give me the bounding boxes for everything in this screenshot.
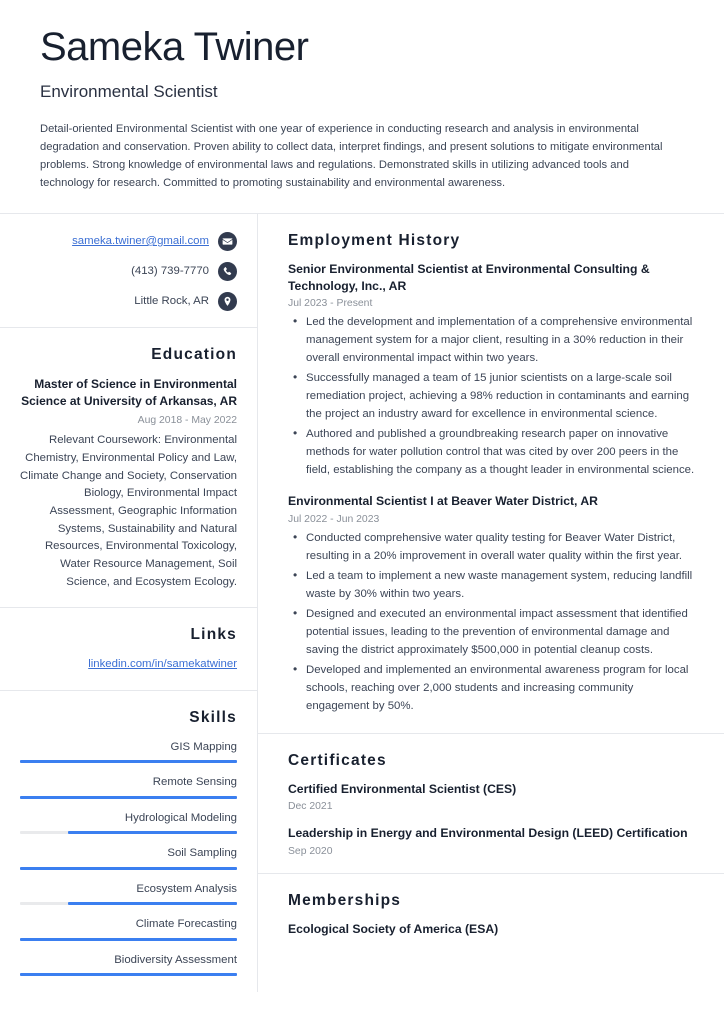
job-title-subtitle: Environmental Scientist <box>40 82 218 101</box>
skill-bar-track <box>20 760 237 763</box>
education-entry <box>20 376 237 592</box>
certificates-heading: Certificates <box>288 751 387 769</box>
skill-bar-fill <box>68 902 237 905</box>
resume-header <box>0 0 724 193</box>
skills-heading: Skills <box>189 708 237 726</box>
email-value[interactable]: sameka.twiner@gmail.com <box>72 235 209 248</box>
education-title: Master of Science in Environmental Science at University of Arkansas, AR <box>21 376 237 408</box>
location-pin-icon <box>218 292 237 311</box>
skill-bar-fill <box>20 973 237 976</box>
certificate-date: Dec 2021 <box>288 801 333 813</box>
skill-label: Remote Sensing <box>152 776 237 789</box>
skill-bar-track <box>20 973 237 976</box>
certificate-date: Sep 2020 <box>288 845 333 857</box>
job-entry <box>288 493 698 714</box>
education-section <box>0 327 257 608</box>
skill-bar-track <box>20 867 237 870</box>
job-bullet: • Led the development and implementation of a comprehensive environmental management system for a major client, resulting in a 30% reduction in their overall environmental impact within two years. <box>288 313 698 367</box>
skill-label: Hydrological Modeling <box>124 811 237 824</box>
certificate-entry <box>288 781 698 812</box>
job-bullet: • Designed and executed an environmental impact assessment that identified potential issues, leading to the prevention of environmental damage and saving the district approximately $500,000 in potential cleanup costs. <box>288 605 698 659</box>
education-date: Aug 2018 - May 2022 <box>137 415 237 427</box>
certificate-entry <box>288 825 698 856</box>
job-entry <box>288 261 698 480</box>
skill-item <box>20 916 237 941</box>
skill-item <box>20 739 237 764</box>
skill-bar-track <box>20 938 237 941</box>
location-value: Little Rock, AR <box>134 295 209 308</box>
skill-label: Climate Forecasting <box>135 918 237 931</box>
education-description: Relevant Coursework: Environmental Chemistry, Environmental Policy and Law, Climate Change and Society, Conservation Biology, Environmental Impact Assessment, Geographic Information Systems, Sustainability and Natural Resources, Environmental Toxicology, Water Resource Management, Soil Science, and Ecosystem Ecology. <box>20 434 237 588</box>
sidebar <box>0 214 258 993</box>
skill-item <box>20 810 237 835</box>
skill-bar-fill <box>20 796 237 799</box>
skill-item <box>20 952 237 977</box>
skill-label: Soil Sampling <box>167 847 237 860</box>
phone-value: (413) 739-7770 <box>131 265 209 278</box>
education-heading: Education <box>151 345 237 363</box>
job-entry-date: Jul 2022 - Jun 2023 <box>288 513 380 525</box>
membership-name: Ecological Society of America (ESA) <box>288 921 499 936</box>
job-bullet: • Authored and published a groundbreaking research paper on innovative methods for water pollution control that was cited by over 200 peers in the field, establishing the company as a thought leader in environmental science. <box>288 425 698 479</box>
memberships-heading: Memberships <box>288 891 402 909</box>
skill-item <box>20 774 237 799</box>
skill-label: Ecosystem Analysis <box>136 882 237 895</box>
skill-bar-track <box>20 831 237 834</box>
skill-label: Biodiversity Assessment <box>114 953 237 966</box>
contact-row-email[interactable] <box>20 232 237 251</box>
certificates-section <box>258 733 724 873</box>
skill-bar-fill <box>20 938 237 941</box>
phone-icon <box>218 262 237 281</box>
skill-label: GIS Mapping <box>170 740 237 753</box>
contact-row-phone[interactable] <box>20 262 237 281</box>
skills-section <box>0 690 257 993</box>
envelope-icon <box>218 232 237 251</box>
memberships-section <box>258 873 724 954</box>
employment-history-section <box>258 214 724 733</box>
contact-row-location <box>20 292 237 311</box>
skill-bar-fill <box>20 760 237 763</box>
links-section <box>0 607 257 689</box>
job-entry-title: Senior Environmental Scientist at Environmental Consulting & Technology, Inc., AR <box>288 261 650 293</box>
job-entry-date: Jul 2023 - Present <box>288 298 373 310</box>
job-bullet: • Conducted comprehensive water quality testing for Beaver Water District, resulting in a 20% improvement in overall water quality within the first year. <box>288 529 698 565</box>
job-bullet: • Led a team to implement a new waste management system, reducing landfill waste by 30% within two years. <box>288 567 698 603</box>
resume-body <box>0 214 724 993</box>
certificate-name: Leadership in Energy and Environmental Design (LEED) Certification <box>288 826 688 841</box>
skill-item <box>20 881 237 906</box>
contact-section <box>0 214 257 327</box>
skill-bar-track <box>20 902 237 905</box>
header-spacer <box>0 193 724 213</box>
job-bullet-list <box>288 529 698 715</box>
page-title: Sameka Twiner <box>40 25 309 69</box>
employment-history-heading: Employment History <box>288 231 461 249</box>
link-item-linkedin[interactable]: linkedin.com/in/samekatwiner <box>88 658 237 671</box>
certificate-name: Certified Environmental Scientist (CES) <box>288 781 517 796</box>
main-content <box>258 214 724 993</box>
job-bullet: • Developed and implemented an environmental awareness program for local schools, reaching over 2,000 students and increasing community engagement by 50%. <box>288 661 698 715</box>
skill-bar-fill <box>68 831 237 834</box>
skill-bar-track <box>20 796 237 799</box>
job-bullet-list <box>288 313 698 479</box>
job-bullet: • Successfully managed a team of 15 junior scientists on a large-scale soil remediation project, achieving a 98% reduction in contaminants and earning the project an industry award for excellence in environmental science. <box>288 369 698 423</box>
skill-item <box>20 845 237 870</box>
job-entry-title: Environmental Scientist I at Beaver Water District, AR <box>288 494 598 509</box>
professional-summary: Detail-oriented Environmental Scientist with one year of experience in conducting research and analysis in environmental degradation and conservation. Proven ability to collect data, interpret findings, and present solutions to mitigate environmental problems. Strong knowledge of environmental laws and regulations. Demonstrated skills in utilizing advanced tools and technology for research. Committed to promoting sustainability and environmental awareness. <box>40 123 663 190</box>
skill-bar-fill <box>20 867 237 870</box>
links-heading: Links <box>190 626 237 644</box>
